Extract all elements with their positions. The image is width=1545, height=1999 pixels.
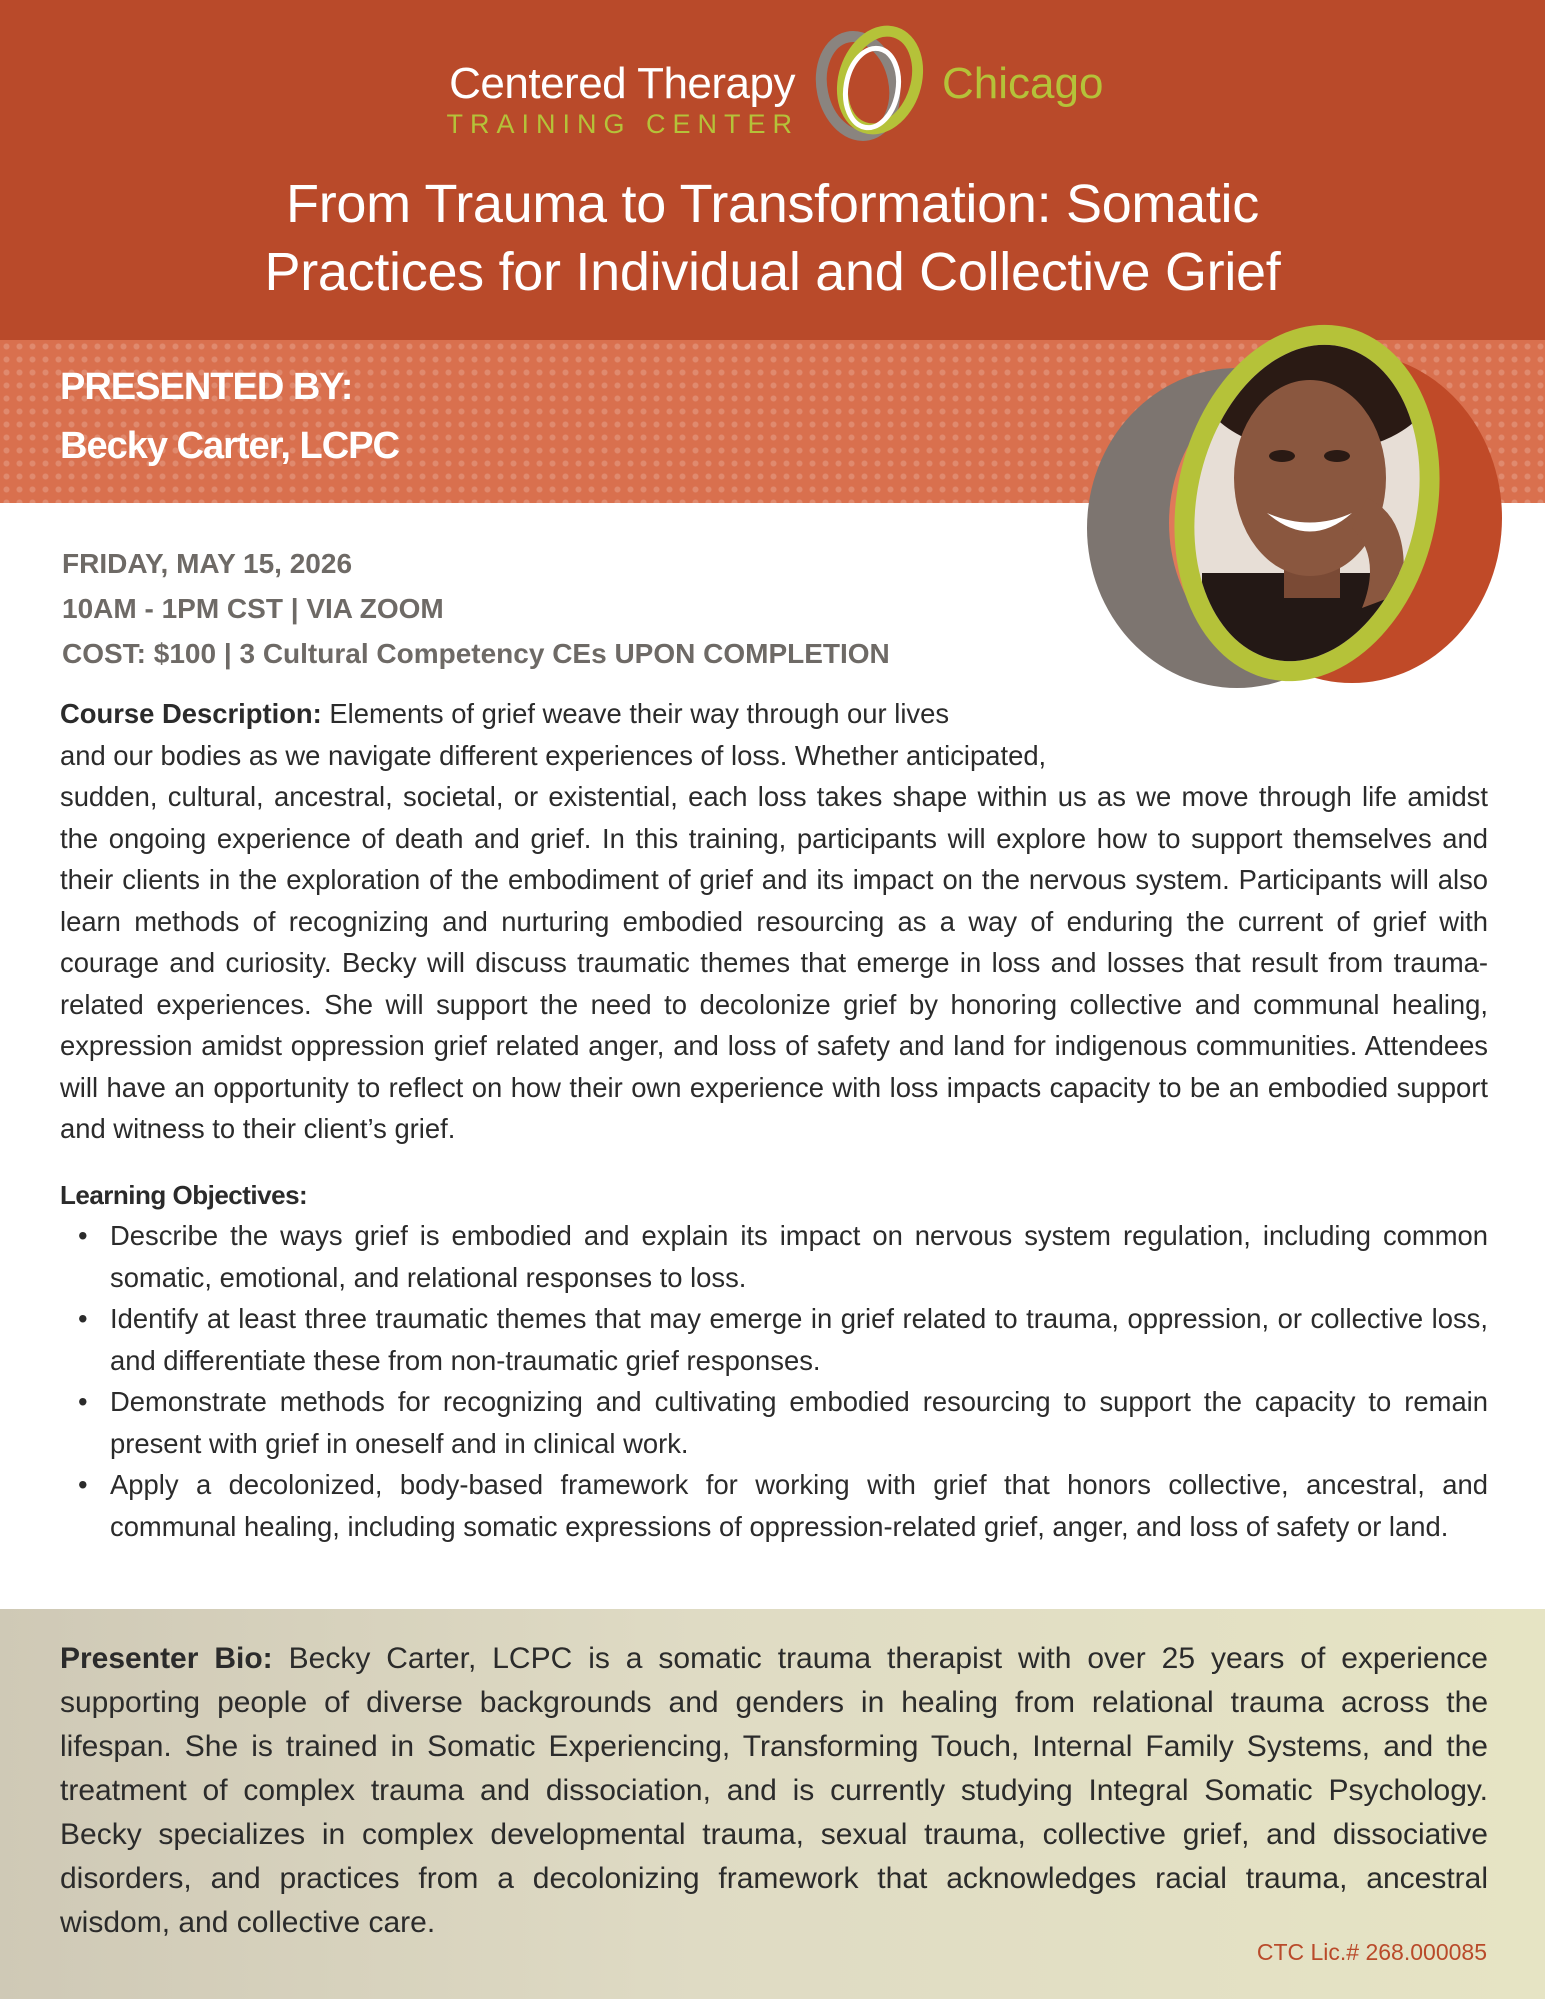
learning-objectives-heading: Learning Objectives: — [60, 1180, 308, 1210]
objective-text: Demonstrate methods for recognizing and cultivating embodied resourcing to support the capacity to remain present with grief in oneself and in clinical work. — [110, 1386, 1488, 1459]
description-body: sudden, cultural, ancestral, societal, or existential, each loss takes shape within us as we move through life amidst the ongoing experience of death and grief. In this training, participants will explore how to support themselves and their clients in the exploration of the embodiment of grief and its impact on the nervous system. Participants will also learn methods of recognizing and nurturing embodied resourcing as a way of enduring the current of grief with courage and curiosity. Becky will discuss traumatic themes that emerge in loss and losses that result from trauma-related experiences. She will support the need to decolonize grief by honoring collective and communal healing, expression amidst oppression grief related anger, and loss of safety and land for indigenous communities. Attendees will have an opportunity to reflect on how their own experience with loss impacts capacity to be an embodied support and witness to their client’s grief. — [60, 781, 1488, 1144]
presenter-bio-text: Becky Carter, LCPC is a somatic trauma therapist with over 25 years of experience supporting people of diverse backgrounds and genders in healing from relational trauma across the lifespan. She is trained in Somatic Experiencing, Transforming Touch, Internal Family Systems, and the treatment of complex trauma and dissociation, and is currently studying Integral Somatic Psychology. Becky specializes in complex developmental trauma, sexual trauma, collective grief, and dissociative disorders, and practices from a decolonizing framework that acknowledges racial trauma, ancestral wisdom, and collective care. — [60, 1642, 1488, 1939]
brand-logo — [0, 18, 1545, 148]
event-cost: COST: $100 | 3 Cultural Competency CEs UPON COMPLETION — [62, 638, 890, 669]
brand-name: Centered Therapy — [449, 59, 795, 108]
license-number: CTC Lic.# 268.000085 — [1256, 1939, 1487, 1965]
presenter-bio-label: Presenter Bio: — [60, 1642, 273, 1675]
title-line-1: From Trauma to Transformation: Somatic — [286, 174, 1259, 234]
brand-city: Chicago — [942, 59, 1104, 108]
list-item — [60, 1298, 1488, 1381]
header-banner — [0, 0, 1545, 340]
course-description — [60, 693, 1488, 1150]
bullet-icon: • — [78, 1469, 88, 1500]
bullet-icon: • — [78, 1386, 88, 1417]
objective-text: Describe the ways grief is embodied and explain its impact on nervous system regulation, including common somatic, emotional, and relational responses to loss. — [110, 1220, 1488, 1293]
list-item — [60, 1381, 1488, 1464]
brand-rings-icon — [812, 18, 930, 146]
objective-text: Apply a decolonized, body-based framework for working with grief that honors collective, ancestral, and communal healing, including somatic expressions of oppression-related grief, anger, and loss of safety or land. — [110, 1469, 1488, 1542]
event-date: FRIDAY, MAY 15, 2026 — [62, 548, 353, 579]
presenter-name: Becky Carter, LCPC — [60, 425, 399, 467]
brand-wordmark — [446, 59, 799, 140]
presenter-portrait — [1062, 318, 1502, 718]
description-line-2: and our bodies as we navigate different experiences of loss. Whether anticipated, — [60, 739, 1047, 771]
bullet-icon: • — [78, 1303, 88, 1334]
bullet-icon: • — [78, 1220, 88, 1251]
brand-subtitle: TRAINING CENTER — [446, 109, 799, 139]
objective-text: Identify at least three traumatic themes that may emerge in grief related to trauma, oppression, or collective loss, and differentiate these from non-traumatic grief responses. — [110, 1303, 1488, 1376]
course-description-label: Course Description: — [60, 698, 322, 729]
description-line-1: Elements of grief weave their way through our lives — [329, 698, 950, 729]
list-item — [60, 1215, 1488, 1298]
description-first-line — [60, 693, 1488, 735]
learning-objectives-list — [60, 1215, 1488, 1547]
event-time-venue: 10AM - 1PM CST | VIA ZOOM — [62, 593, 444, 624]
presenter-bio — [60, 1637, 1488, 1945]
title-line-2: Practices for Individual and Collective Grief — [264, 242, 1281, 302]
event-details — [62, 541, 890, 676]
presented-by-label: PRESENTED BY: — [60, 366, 353, 408]
list-item — [60, 1464, 1488, 1547]
page-title — [60, 170, 1485, 306]
